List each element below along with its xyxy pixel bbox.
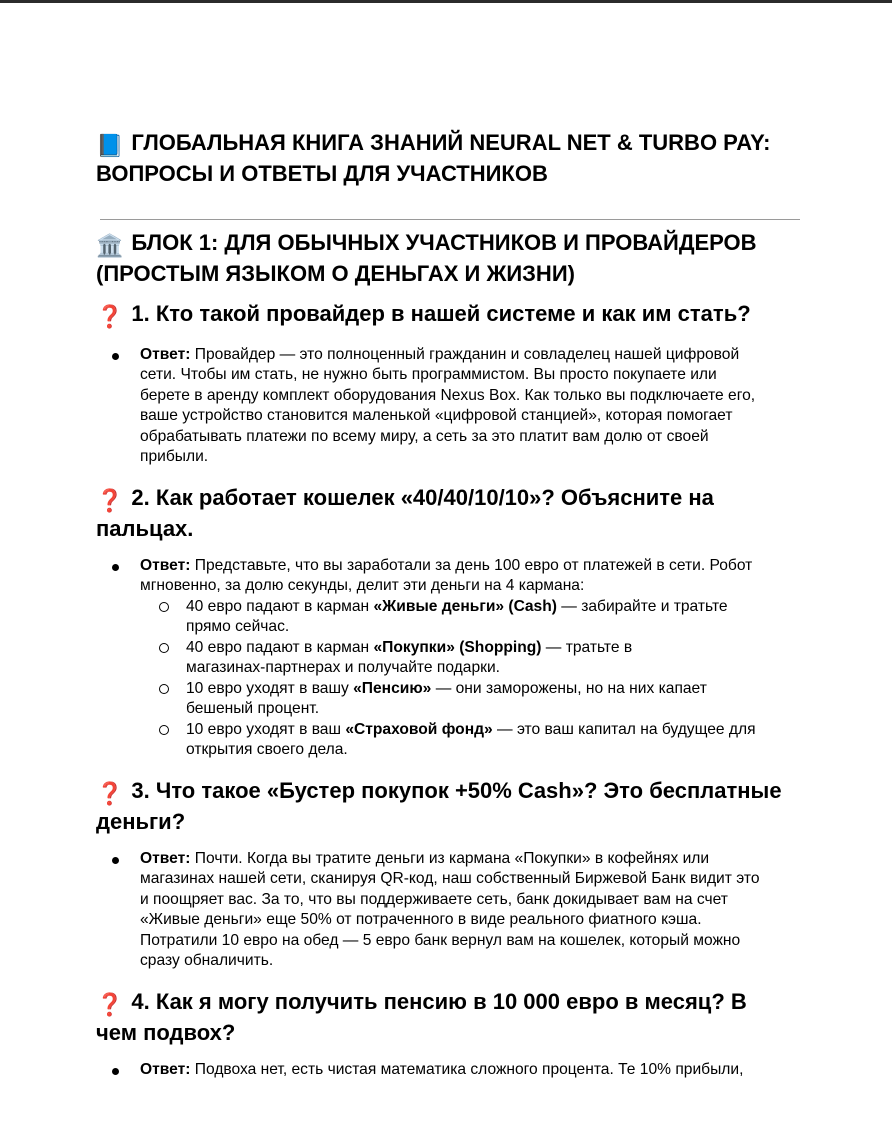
answer-label: Ответ:: [140, 1061, 191, 1078]
block-heading-line2: (ПРОСТЫМ ЯЗЫКОМ О ДЕНЬГАХ И ЖИЗНИ): [96, 261, 575, 286]
question-mark-icon: ❓: [96, 992, 124, 1017]
bullet-icon: [112, 345, 122, 365]
block-heading-line1: БЛОК 1: ДЛЯ ОБЫЧНЫХ УЧАСТНИКОВ И ПРОВАЙДЕРОВ: [131, 230, 757, 255]
answer-label: Ответ:: [140, 557, 191, 574]
sub-item: 40 евро падают в карман «Живые деньги» (Cash) — забирайте и тратьте прямо сейчас.: [186, 598, 728, 636]
sub-item: 10 евро уходят в вашу «Пенсию» — они заморожены, но на них капает бешеный процент.: [186, 680, 707, 718]
document-title-line1: ГЛОБАЛЬНАЯ КНИГА ЗНАНИЙ NEURAL NET & TURBO PAY:: [131, 130, 771, 155]
answer-4: Ответ: Подвоха нет, есть чистая математика сложного процента. Те 10% прибыли,: [140, 1061, 744, 1078]
top-border: [0, 0, 892, 3]
sub-item: 10 евро уходят в ваш «Страховой фонд» — это ваш капитал на будущее для открытия своего дела.: [186, 721, 756, 759]
bullet-icon: [112, 849, 122, 869]
question-3-heading: ❓ 3. Что такое «Бустер покупок +50% Cash»? Это бесплатные деньги?: [96, 778, 782, 834]
answer-1: Ответ: Провайдер — это полноценный гражданин и совладелец нашей цифровой сети. Чтобы им стать, не нужно быть программистом. Вы просто покупаете или берете в аренду комплект оборудования Nexus Box. Как только вы подключаете его, ваше устройство становится маленькой «цифровой станцией», которая помогает обрабатывать платежи по всему миру, а сеть за это платит вам долю от своей прибыли.: [140, 346, 756, 466]
question-4-heading: ❓ 4. Как я могу получить пенсию в 10 000 евро в месяц? В чем подвох?: [96, 989, 747, 1045]
sub-bullet-icon: [159, 643, 169, 653]
question-2-heading: ❓ 2. Как работает кошелек «40/40/10/10»? Объясните на пальцах.: [96, 485, 714, 541]
answer-2: Ответ: Представьте, что вы заработали за день 100 евро от платежей в сети. Робот мгновенно, за долю секунды, делит эти деньги на 4 кармана:: [140, 557, 753, 595]
answer-3: Ответ: Почти. Когда вы тратите деньги из кармана «Покупки» в кофейнях или магазинах нашей сети, сканируя QR-код, наш собственный Биржевой Банк видит это и поощряет вас. За то, что вы поддерживаете сеть, банк докидывает вам на счет «Живые деньги» еще 50% от потраченного в виде реального фиатного кэша. Потратили 10 евро на обед — 5 евро банк вернул вам на кошелек, который можно сразу обналичить.: [140, 850, 760, 970]
document-title: [96, 129, 816, 188]
bullet-icon: [112, 556, 122, 576]
answer-label: Ответ:: [140, 850, 191, 867]
sub-bullet-icon: [159, 684, 169, 694]
horizontal-rule: [100, 219, 800, 220]
sub-item: 40 евро падают в карман «Покупки» (Shopping) — тратьте в магазинах-партнерах и получайте подарки.: [186, 639, 633, 677]
question-1-title: 1. Кто такой провайдер в нашей системе и как им стать?: [131, 301, 751, 326]
answer-label: Ответ:: [140, 346, 191, 363]
classical-building-icon: 🏛️: [96, 233, 124, 258]
sub-bullet-icon: [159, 602, 169, 612]
question-1-heading: [96, 300, 816, 331]
sub-bullet-icon: [159, 725, 169, 735]
question-mark-icon: ❓: [96, 488, 124, 513]
question-mark-icon: ❓: [96, 304, 124, 329]
block-heading: [96, 229, 816, 288]
book-icon: 📘: [96, 133, 124, 158]
question-mark-icon: ❓: [96, 781, 124, 806]
document-title-line2: ВОПРОСЫ И ОТВЕТЫ ДЛЯ УЧАСТНИКОВ: [96, 161, 548, 186]
bullet-icon: [112, 1060, 122, 1080]
